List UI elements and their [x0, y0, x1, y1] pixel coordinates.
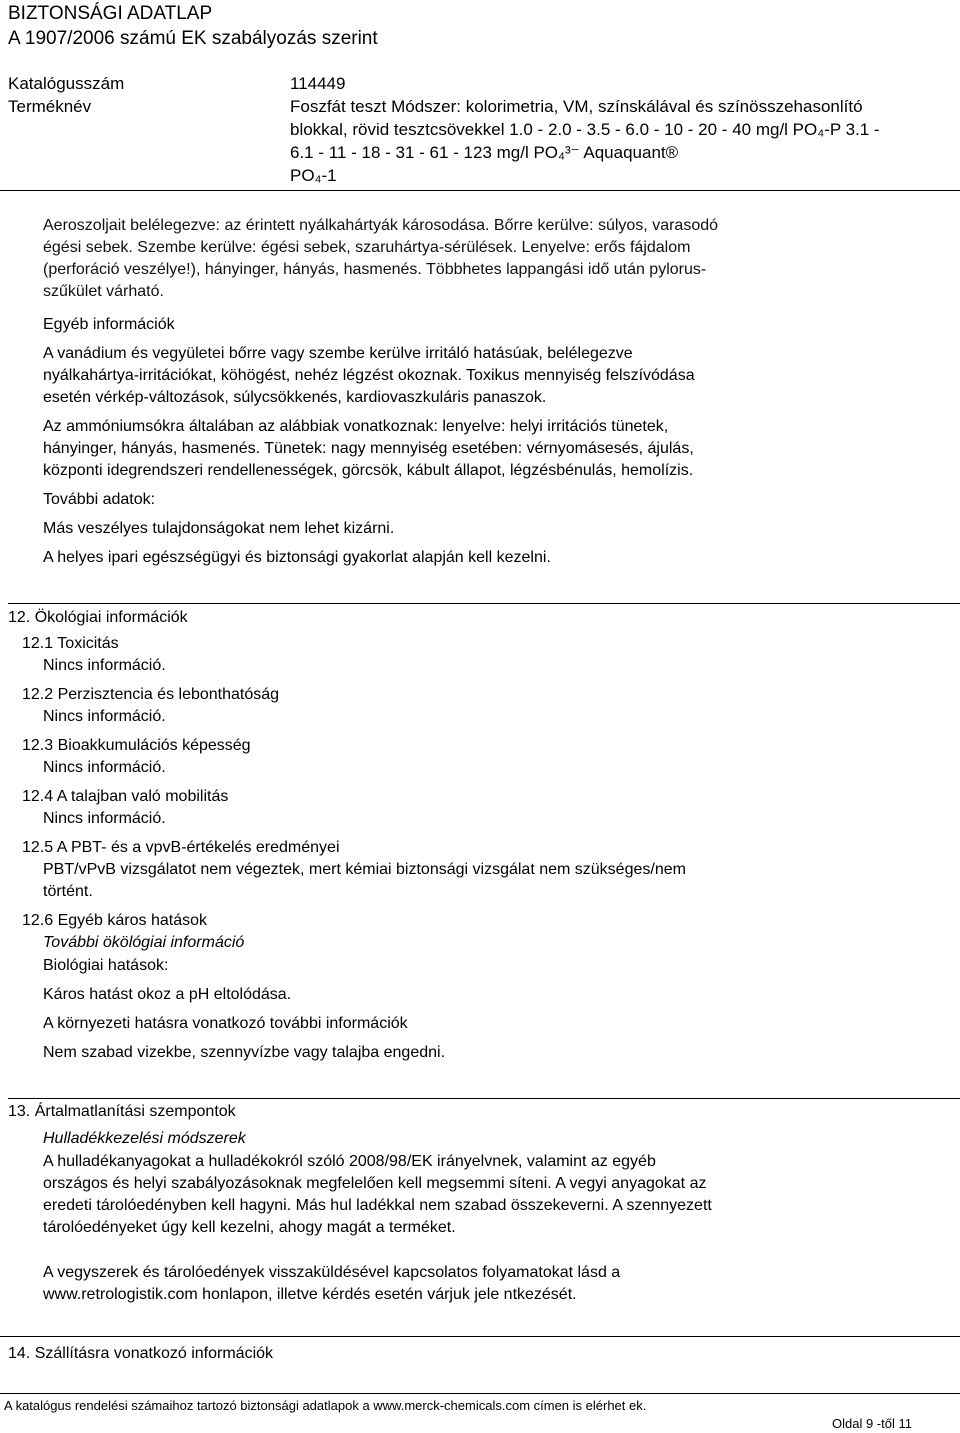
- subsection-text: PBT/vPvB vizsgálatot nem végeztek, mert kémiai biztonsági vizsgálat nem szükséges/nem: [43, 861, 686, 878]
- product-name-line: PO₄-1: [290, 166, 337, 185]
- further-data-line: A helyes ipari egészségügyi és biztonsági gyakorlat alapján kell kezelni.: [43, 549, 551, 566]
- env-info-label: A környezeti hatásra vonatkozó további információk: [43, 1015, 408, 1032]
- intro-line: szűkület várható.: [43, 283, 164, 300]
- page-number: Oldal 9 -től 11: [832, 1416, 912, 1431]
- intro-line: Aeroszoljait belélegezve: az érintett nyálkahártyák károsodása. Bőrre kerülve: súlyos, varasodó: [43, 217, 719, 234]
- other-info-line: központi idegrendszeri rendellenességek, görcsök, kábult állapot, légzésbénulás, hemolízis.: [43, 462, 694, 479]
- waste-text-line: A hulladékanyagokat a hulladékokról szóló 2008/98/EK irányelvnek, valamint az egyéb: [43, 1153, 656, 1170]
- waste-text-line: tárolóedényeket úgy kell kezelni, ahogy magát a terméket.: [43, 1219, 456, 1236]
- waste-text-line: eredeti tárolóedényben kell hagyni. Más hul ladékkal nem szabad összekeverni. A szennyezett: [43, 1197, 712, 1214]
- further-data-line: Más veszélyes tulajdonságokat nem lehet kizárni.: [43, 520, 395, 537]
- product-name-line: Foszfát teszt Módszer: kolorimetria, VM, színskálával és színösszehasonlító: [290, 97, 863, 116]
- section-13-title: 13. Ártalmatlanítási szempontok: [8, 1103, 236, 1120]
- subsection-title: 12.1 Toxicitás: [22, 635, 119, 652]
- section-divider: [8, 603, 960, 604]
- subsection-subtitle: További ökölógiai információ: [43, 934, 245, 951]
- subsection-text: történt.: [43, 883, 93, 900]
- intro-line: (perforáció veszélye!), hányinger, hányás, hasmenés. Többhetes lappangási idő után pylorus-: [43, 261, 707, 278]
- return-text-line: www.retrologistik.com honlapon, illetve kérdés esetén várjuk jele ntkezését.: [43, 1286, 577, 1303]
- env-info-text: Nem szabad vizekbe, szennyvízbe vagy talajba engedni.: [43, 1044, 446, 1061]
- subsection-text: Nincs információ.: [43, 759, 166, 776]
- other-info-line: esetén vérkép-változások, súlycsökkenés, kardiovaszkuláris panaszok.: [43, 389, 547, 406]
- waste-text-line: országos és helyi szabályozásoknak megfelelően kell megsemmi síteni. A vegyi anyagokat az: [43, 1175, 707, 1192]
- section-divider: [0, 1336, 960, 1337]
- other-info-line: A vanádium és vegyületei bőrre vagy szembe kerülve irritáló hatásúak, belélegezve: [43, 345, 633, 362]
- subsection-title: 12.6 Egyéb káros hatások: [22, 912, 208, 929]
- other-info-line: hányinger, hányás, hasmenés. Tünetek: nagy mennyiség esetében: vérnyomásesés, ájulás,: [43, 440, 694, 457]
- product-name-line: 6.1 - 11 - 18 - 31 - 61 - 123 mg/l PO₄³⁻ Aquaquant®: [290, 143, 679, 162]
- further-data-label: További adatok:: [43, 491, 156, 508]
- bio-effects-text: Káros hatást okoz a pH eltolódása.: [43, 986, 292, 1003]
- subsection-text: Nincs információ.: [43, 708, 166, 725]
- catalog-label: Katalógusszám: [8, 74, 125, 93]
- subsection-title: 12.3 Bioakkumulációs képesség: [22, 737, 251, 754]
- product-label: Terméknév: [8, 97, 92, 116]
- section-14-title: 14. Szállításra vonatkozó információk: [8, 1345, 274, 1362]
- section-divider: [8, 1098, 960, 1099]
- other-info-line: nyálkahártya-irritációkat, köhögést, nehéz légzést okoznak. Toxikus mennyiség felszívódása: [43, 367, 695, 384]
- footer-note: A katalógus rendelési számaihoz tartozó biztonsági adatlapok a www.merck-chemicals.com címen is elérhet ek.: [4, 1398, 647, 1413]
- subsection-title: 12.4 A talajban való mobilitás: [22, 788, 229, 805]
- waste-methods-subtitle: Hulladékkezelési módszerek: [43, 1130, 246, 1147]
- footer-divider: [0, 1393, 960, 1394]
- subsection-title: 12.5 A PBT- és a vpvB-értékelés eredményei: [22, 839, 340, 856]
- other-info-heading: Egyéb információk: [43, 316, 175, 333]
- intro-line: égési sebek. Szembe kerülve: égési sebek, szaruhártya-sérülések. Lenyelve: erős fájdalom: [43, 239, 691, 256]
- document-title: BIZTONSÁGI ADATLAP: [8, 3, 213, 24]
- product-name-line: blokkal, rövid tesztcsövekkel 1.0 - 2.0 - 3.5 - 6.0 - 10 - 20 - 40 mg/l PO₄-P 3.1 -: [290, 120, 880, 139]
- regulation-subtitle: A 1907/2006 számú EK szabályozás szerint: [8, 28, 378, 49]
- section-12-title: 12. Ökológiai információk: [8, 609, 188, 626]
- return-text-line: A vegyszerek és tárolóedények visszaküldésével kapcsolatos folyamatokat lásd a: [43, 1264, 621, 1281]
- catalog-value: 114449: [290, 74, 346, 93]
- other-info-line: Az ammóniumsókra általában az alábbiak vonatkoznak: lenyelve: helyi irritációs tünetek,: [43, 418, 669, 435]
- subsection-text: Nincs információ.: [43, 810, 166, 827]
- header-divider: [0, 190, 960, 191]
- subsection-title: 12.2 Perzisztencia és lebonthatóság: [22, 686, 280, 703]
- subsection-text: Nincs információ.: [43, 657, 166, 674]
- bio-effects-label: Biológiai hatások:: [43, 957, 169, 974]
